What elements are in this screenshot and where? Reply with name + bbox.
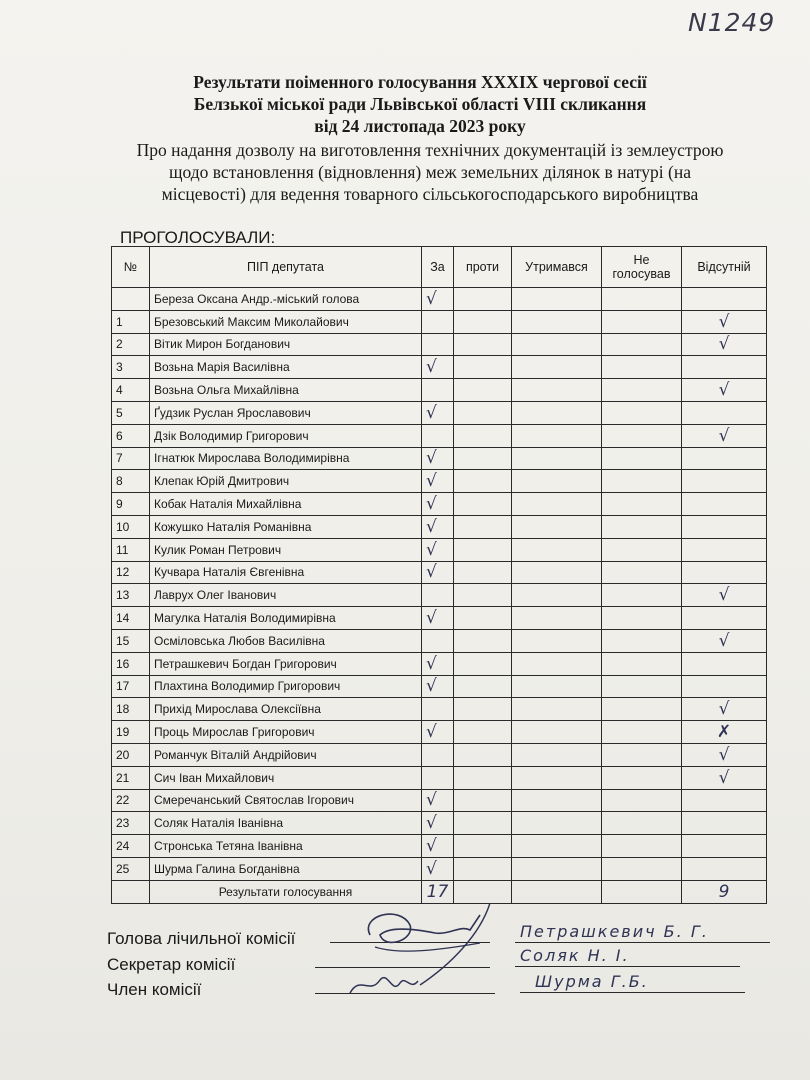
row-number: 2 [112, 333, 150, 356]
table-header-row [112, 247, 767, 288]
vote-abstained-cell [512, 424, 602, 447]
table-row [112, 356, 767, 379]
table-row [112, 310, 767, 333]
deputy-name: Кучвара Наталія Євгенівна [150, 561, 422, 584]
vote-against-cell [454, 857, 512, 880]
vote-for-mark: √ [422, 675, 454, 698]
table-row [112, 288, 767, 311]
subject-line-1: Про надання дозволу на виготовлення технічних документацій із землеустрою [136, 140, 724, 160]
title-line-2: Белзької міської ради Львівської області VIII скликання [193, 94, 647, 114]
role-member: Член комісії [107, 980, 202, 999]
deputy-name: Дзік Володимир Григорович [150, 424, 422, 447]
vote-abstained-cell [512, 379, 602, 402]
vote-against-cell [454, 538, 512, 561]
vote-for-mark: √ [422, 789, 454, 812]
vote-against-cell [454, 424, 512, 447]
table-row [112, 652, 767, 675]
vote-absent-mark [682, 789, 767, 812]
row-number: 1 [112, 310, 150, 333]
table-row [112, 447, 767, 470]
row-number: 13 [112, 584, 150, 607]
deputy-name: Прихід Мирослава Олексіївна [150, 698, 422, 721]
subject-line-3: місцевості) для ведення товарного сільськогосподарського виробництва [161, 184, 699, 204]
vote-abstained-cell [512, 470, 602, 493]
row-number: 4 [112, 379, 150, 402]
vote-not-voted-cell [602, 812, 682, 835]
handwritten-signatures [340, 895, 510, 1005]
deputy-name: Клепак Юрій Дмитрович [150, 470, 422, 493]
row-number: 5 [112, 401, 150, 424]
vote-absent-mark [682, 607, 767, 630]
vote-not-voted-cell [602, 789, 682, 812]
vote-abstained-cell [512, 356, 602, 379]
vote-not-voted-cell [602, 857, 682, 880]
deputy-name: Шурма Галина Богданівна [150, 857, 422, 880]
chair-name: Петрашкевич Б. Г. [520, 922, 709, 941]
vote-not-voted-cell [602, 675, 682, 698]
row-number: 18 [112, 698, 150, 721]
header-against: проти [454, 247, 512, 288]
deputy-name: Ґудзик Руслан Ярославович [150, 401, 422, 424]
deputy-name: Магулка Наталія Володимирівна [150, 607, 422, 630]
vote-abstained-cell [512, 310, 602, 333]
vote-absent-mark: √ [682, 333, 767, 356]
vote-abstained-cell [512, 401, 602, 424]
deputy-name: Романчук Віталій Андрійович [150, 743, 422, 766]
vote-not-voted-cell [602, 766, 682, 789]
table-row [112, 698, 767, 721]
vote-absent-mark: √ [682, 766, 767, 789]
vote-not-voted-cell [602, 310, 682, 333]
document-number: N1249 [688, 8, 776, 37]
deputy-name: Смеречанський Святослав Ігорович [150, 789, 422, 812]
vote-abstained-cell [512, 835, 602, 858]
vote-not-voted-cell [602, 743, 682, 766]
title-line-1: Результати поіменного голосування XXXIX чергової сесії [193, 72, 647, 92]
vote-not-voted-cell [602, 424, 682, 447]
row-number: 21 [112, 766, 150, 789]
vote-against-cell [454, 789, 512, 812]
vote-abstained-cell [512, 333, 602, 356]
header-not-voted: Не голосував [602, 247, 682, 288]
vote-not-voted-cell [602, 356, 682, 379]
vote-against-cell [454, 356, 512, 379]
vote-abstained-cell [512, 515, 602, 538]
vote-absent-mark: √ [682, 698, 767, 721]
table-row [112, 561, 767, 584]
vote-for-mark [422, 584, 454, 607]
vote-abstained-cell [512, 812, 602, 835]
deputy-name: Соляк Наталія Іванівна [150, 812, 422, 835]
deputy-name: Стронська Тетяна Іванівна [150, 835, 422, 858]
table-row [112, 538, 767, 561]
vote-not-voted-cell [602, 721, 682, 744]
subject-line-2: щодо встановлення (відновлення) меж земельних ділянок в натурі (на [169, 162, 691, 182]
table-row [112, 835, 767, 858]
vote-for-mark [422, 698, 454, 721]
role-secretary: Секретар комісії [107, 955, 236, 974]
vote-absent-mark: √ [682, 379, 767, 402]
vote-abstained-cell [512, 493, 602, 516]
row-number: 6 [112, 424, 150, 447]
vote-against-cell [454, 515, 512, 538]
vote-absent-mark: √ [682, 743, 767, 766]
vote-for-mark: √ [422, 401, 454, 424]
vote-absent-mark [682, 401, 767, 424]
table-row [112, 333, 767, 356]
table-row [112, 607, 767, 630]
vote-not-voted-cell [602, 401, 682, 424]
results-num-cell [112, 880, 150, 903]
row-number: 12 [112, 561, 150, 584]
vote-for-mark: √ [422, 607, 454, 630]
header-number: № [112, 247, 150, 288]
vote-abstained-cell [512, 288, 602, 311]
deputy-name: Вітик Мирон Богданович [150, 333, 422, 356]
vote-for-mark: √ [422, 493, 454, 516]
vote-not-voted-cell [602, 515, 682, 538]
vote-abstained-cell [512, 584, 602, 607]
vote-abstained-cell [512, 447, 602, 470]
vote-absent-mark [682, 835, 767, 858]
row-number: 25 [112, 857, 150, 880]
table-row [112, 857, 767, 880]
vote-not-voted-cell [602, 698, 682, 721]
deputy-name: Кожушко Наталія Романівна [150, 515, 422, 538]
vote-not-voted-cell [602, 447, 682, 470]
name-line-member [520, 992, 745, 993]
vote-against-cell [454, 766, 512, 789]
row-number: 16 [112, 652, 150, 675]
vote-against-cell [454, 310, 512, 333]
table-row [112, 493, 767, 516]
row-number: 20 [112, 743, 150, 766]
member-name: Шурма Г.Б. [535, 972, 649, 991]
deputy-name: Осміловська Любов Василівна [150, 629, 422, 652]
vote-absent-mark [682, 515, 767, 538]
name-line-secretary [515, 966, 740, 967]
row-number: 10 [112, 515, 150, 538]
row-number: 23 [112, 812, 150, 835]
vote-absent-mark [682, 538, 767, 561]
table-row [112, 401, 767, 424]
table-row [112, 515, 767, 538]
row-number: 24 [112, 835, 150, 858]
row-number: 19 [112, 721, 150, 744]
table-row [112, 743, 767, 766]
vote-not-voted-cell [602, 652, 682, 675]
vote-not-voted-cell [602, 584, 682, 607]
deputy-name: Проць Мирослав Григорович [150, 721, 422, 744]
vote-against-cell [454, 675, 512, 698]
table-row [112, 470, 767, 493]
vote-for-mark: √ [422, 470, 454, 493]
table-row [112, 812, 767, 835]
vote-for-mark [422, 424, 454, 447]
vote-against-cell [454, 835, 512, 858]
vote-not-voted-cell [602, 333, 682, 356]
deputy-name: Ігнатюк Мирослава Володимирівна [150, 447, 422, 470]
vote-against-cell [454, 698, 512, 721]
vote-absent-mark [682, 288, 767, 311]
vote-abstained-cell [512, 789, 602, 812]
vote-against-cell [454, 493, 512, 516]
role-chair: Голова лічильної комісії [107, 929, 296, 948]
vote-for-mark: √ [422, 857, 454, 880]
vote-for-mark: √ [422, 652, 454, 675]
deputy-name: Кобак Наталія Михайлівна [150, 493, 422, 516]
vote-not-voted-cell [602, 561, 682, 584]
vote-against-cell [454, 470, 512, 493]
vote-against-cell [454, 379, 512, 402]
table-row [112, 584, 767, 607]
deputy-name: Лаврух Олег Іванович [150, 584, 422, 607]
vote-for-mark: √ [422, 447, 454, 470]
deputy-name: Брезовський Максим Миколайович [150, 310, 422, 333]
row-number: 22 [112, 789, 150, 812]
table-row [112, 721, 767, 744]
vote-absent-mark: √ [682, 629, 767, 652]
vote-not-voted-cell [602, 379, 682, 402]
vote-against-cell [454, 607, 512, 630]
vote-for-mark [422, 743, 454, 766]
row-number: 17 [112, 675, 150, 698]
table-row [112, 424, 767, 447]
vote-for-mark: √ [422, 561, 454, 584]
vote-for-mark [422, 310, 454, 333]
vote-absent-mark: √ [682, 310, 767, 333]
vote-not-voted-cell [602, 835, 682, 858]
header-name: ПІП депутата [150, 247, 422, 288]
vote-against-cell [454, 333, 512, 356]
vote-absent-mark [682, 652, 767, 675]
vote-against-cell [454, 812, 512, 835]
vote-abstained-cell [512, 675, 602, 698]
vote-absent-mark [682, 561, 767, 584]
vote-abstained-cell [512, 607, 602, 630]
vote-not-voted-cell [602, 607, 682, 630]
vote-against-cell [454, 743, 512, 766]
row-number: 8 [112, 470, 150, 493]
vote-absent-mark [682, 470, 767, 493]
vote-against-cell [454, 561, 512, 584]
vote-absent-mark [682, 493, 767, 516]
vote-abstained-cell [512, 561, 602, 584]
vote-for-mark [422, 379, 454, 402]
vote-against-cell [454, 652, 512, 675]
row-number: 7 [112, 447, 150, 470]
vote-abstained-cell [512, 766, 602, 789]
vote-abstained-cell [512, 698, 602, 721]
vote-abstained-cell [512, 721, 602, 744]
row-number: 11 [112, 538, 150, 561]
vote-abstained-cell [512, 538, 602, 561]
vote-abstained-cell [512, 652, 602, 675]
results-absent-count: 9 [682, 880, 767, 903]
results-label: Результати голосування [150, 880, 422, 903]
vote-abstained-cell [512, 629, 602, 652]
deputy-name: Сич Іван Михайлович [150, 766, 422, 789]
vote-against-cell [454, 401, 512, 424]
secretary-name: Соляк Н. І. [520, 946, 630, 965]
vote-not-voted-cell [602, 538, 682, 561]
table-row [112, 379, 767, 402]
row-number: 9 [112, 493, 150, 516]
vote-against-cell [454, 629, 512, 652]
vote-not-voted-cell [602, 493, 682, 516]
vote-against-cell [454, 721, 512, 744]
vote-absent-mark: ✗ [682, 721, 767, 744]
vote-not-voted-cell [602, 288, 682, 311]
voting-table [111, 246, 767, 904]
vote-for-mark: √ [422, 288, 454, 311]
vote-for-mark: √ [422, 835, 454, 858]
table-row [112, 675, 767, 698]
vote-not-voted-cell [602, 470, 682, 493]
voted-label: ПРОГОЛОСУВАЛИ: [120, 228, 276, 247]
vote-for-mark: √ [422, 538, 454, 561]
deputy-name: Береза Оксана Андр.-міський голова [150, 288, 422, 311]
deputy-name: Возьна Марія Василівна [150, 356, 422, 379]
vote-absent-mark [682, 675, 767, 698]
name-line-chair [515, 942, 770, 943]
deputy-name: Возьна Ольга Михайлівна [150, 379, 422, 402]
vote-for-mark: √ [422, 812, 454, 835]
vote-for-mark: √ [422, 515, 454, 538]
vote-against-cell [454, 447, 512, 470]
vote-absent-mark [682, 857, 767, 880]
results-for-count: 17 [422, 880, 454, 903]
vote-for-mark: √ [422, 721, 454, 744]
table-row [112, 629, 767, 652]
header-for: За [422, 247, 454, 288]
vote-against-cell [454, 584, 512, 607]
vote-not-voted-cell [602, 629, 682, 652]
row-number: 3 [112, 356, 150, 379]
header-abstained: Утримався [512, 247, 602, 288]
deputy-name: Плахтина Володимир Григорович [150, 675, 422, 698]
vote-absent-mark: √ [682, 584, 767, 607]
vote-for-mark [422, 766, 454, 789]
results-not-voted-cell [602, 880, 682, 903]
vote-against-cell [454, 288, 512, 311]
vote-absent-mark [682, 447, 767, 470]
row-number: 15 [112, 629, 150, 652]
header-absent: Відсутній [682, 247, 767, 288]
title-line-3: від 24 листопада 2023 року [314, 116, 526, 136]
deputy-name: Петрашкевич Богдан Григорович [150, 652, 422, 675]
row-number [112, 288, 150, 311]
deputy-name: Кулик Роман Петрович [150, 538, 422, 561]
results-abstained-cell [512, 880, 602, 903]
row-number: 14 [112, 607, 150, 630]
table-row [112, 789, 767, 812]
vote-absent-mark [682, 356, 767, 379]
vote-absent-mark: √ [682, 424, 767, 447]
vote-for-mark [422, 629, 454, 652]
vote-for-mark [422, 333, 454, 356]
vote-absent-mark [682, 812, 767, 835]
vote-abstained-cell [512, 857, 602, 880]
table-row [112, 766, 767, 789]
vote-for-mark: √ [422, 356, 454, 379]
vote-abstained-cell [512, 743, 602, 766]
